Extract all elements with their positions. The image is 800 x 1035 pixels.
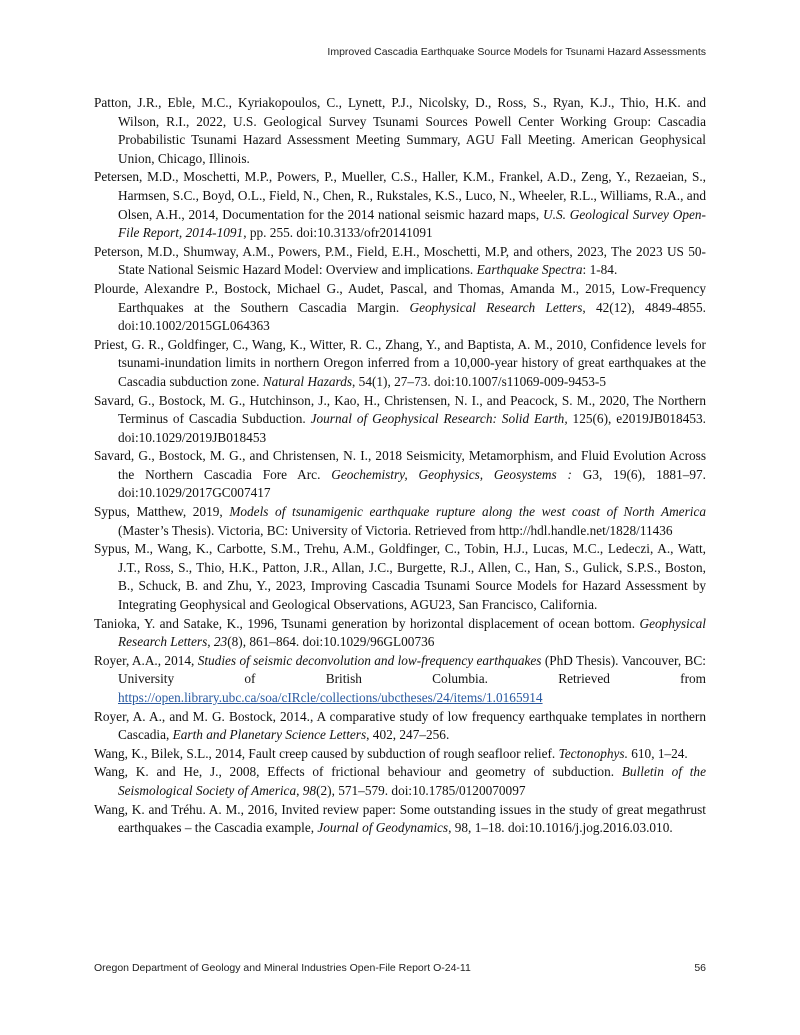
reference-text: (8), 861–864. doi:10.1029/96GL00736 bbox=[227, 634, 435, 650]
reference-text: Royer, A. A., and M. G. Bostock, 2014., A comparative study of low frequency earthquake templates in northern Cascadia, bbox=[94, 708, 706, 743]
reference-text: Priest, G. R., Goldfinger, C., Wang, K., Witter, R. C., Zhang, Y., and Baptista, A. M., 2010, Confidence levels for tsunami-inundation limits in northern Oregon inferred from a 10,000-year history of great earthquakes at the Cascadia subduction zone. bbox=[94, 336, 706, 389]
reference-text: Petersen, M.D., Moschetti, M.P., Powers, P., Mueller, C.S., Haller, K.M., Frankel, A.D., Zeng, Y., Rezaeian, S., Harmsen, S.C., Boyd, O.L., Field, N., Chen, R., Rukstales, K.S., Luco, N., Wheeler, R.L., Williams, R.A., and Olsen, A.H., 2014, Documentation for the 2014 national seismic hazard maps, bbox=[94, 169, 706, 222]
reference-italic-title: Geochemistry, Geophysics, Geosystems : bbox=[331, 466, 572, 482]
reference-italic-title: Models of tsunamigenic earthquake rupture along the west coast of North America bbox=[229, 504, 706, 520]
reference-entry bbox=[94, 540, 706, 614]
reference-entry bbox=[94, 336, 706, 392]
reference-text: , bbox=[207, 634, 214, 650]
reference-italic-title: U.S. Geological Survey Open-File Report, 2014-1091 bbox=[118, 206, 706, 241]
reference-list bbox=[94, 94, 706, 838]
reference-italic-title: Geophysical Research Letters bbox=[409, 299, 583, 315]
reference-italic-title: Bulletin of the Seismological Society of America bbox=[118, 764, 706, 798]
reference-text: Savard, G., Bostock, M. G., and Christensen, N. I., 2018 Seismicity, Metamorphism, and Fluid Evolution Across the Northern Cascadia Fore Arc. bbox=[94, 448, 706, 482]
reference-text: (PhD Thesis). Vancouver, BC: University of British Columbia. Retrieved from bbox=[118, 652, 706, 687]
reference-text: , 42(12), 4849-4855. doi:10.1002/2015GL064363 bbox=[118, 299, 706, 334]
reference-entry bbox=[94, 763, 706, 800]
reference-italic-title: Geophysical Research Letters bbox=[118, 615, 706, 650]
reference-italic-title: 98 bbox=[302, 782, 317, 798]
footer-report-title: Oregon Department of Geology and Mineral Industries Open-File Report O-24-11 bbox=[94, 962, 471, 974]
reference-italic-title: Earthquake Spectra bbox=[476, 262, 583, 278]
reference-entry bbox=[94, 447, 706, 503]
reference-text: 610, 1–24. bbox=[627, 745, 688, 761]
footer-page-number: 56 bbox=[694, 962, 706, 974]
reference-link[interactable]: https://open.library.ubc.ca/soa/cIRcle/collections/ubctheses/24/items/1.0165914 bbox=[118, 690, 543, 705]
reference-text: 125(6), e2019JB018453. doi:10.1029/2019JB018453 bbox=[118, 411, 706, 445]
reference-entry bbox=[94, 392, 706, 448]
running-header: Improved Cascadia Earthquake Source Models for Tsunami Hazard Assessments bbox=[327, 46, 706, 58]
reference-italic-title: Studies of seismic deconvolution and low-frequency earthquakes bbox=[197, 652, 542, 668]
reference-text: Wang, K. and He, J., 2008, Effects of frictional behaviour and geometry of subduction. bbox=[94, 764, 622, 780]
reference-italic-title: 23 bbox=[213, 634, 228, 650]
reference-text: Patton, J.R., Eble, M.C., Kyriakopoulos, C., Lynett, P.J., Nicolsky, D., Ross, S., Ryan, K.J., Thio, H.K. and Wilson, R.I., 2022, U.S. Geological Survey Tsunami Sources Powell Center Working Group: Cascadia Probabilistic Tsunami Hazard Assessment Meeting Summary, AGU Fall Meeting. American Geophysical Union, Chicago, Illinois. bbox=[94, 95, 706, 166]
reference-entry bbox=[94, 243, 706, 280]
reference-text: Savard, G., Bostock, M. G., Hutchinson, J., Kao, H., Christensen, N. I., and Peacock, S. M., 2020, The Northern Terminus of Cascadia Subduction. bbox=[94, 392, 706, 427]
reference-text: : 1-84. bbox=[582, 262, 618, 278]
reference-italic-title: Journal of Geodynamics bbox=[317, 820, 449, 836]
reference-entry bbox=[94, 615, 706, 652]
reference-text: Wang, K. and Tréhu. A. M., 2016, Invited review paper: Some outstanding issues in the study of great megathrust earthquakes – the Cascadia example, bbox=[94, 801, 706, 836]
reference-entry bbox=[94, 280, 706, 336]
reference-text: Peterson, M.D., Shumway, A.M., Powers, P.M., Field, E.H., Moschetti, M.P, and others, 2023, The 2023 US 50-State National Seismic Hazard Model: Overview and implications. bbox=[94, 243, 706, 278]
reference-text: , 98, 1–18. doi:10.1016/j.jog.2016.03.010. bbox=[448, 820, 673, 836]
reference-text: , bbox=[296, 782, 303, 798]
reference-italic-title: Tectonophys. bbox=[558, 745, 628, 761]
reference-text: (2), 571–579. doi:10.1785/0120070097 bbox=[316, 782, 526, 798]
reference-entry bbox=[94, 652, 706, 708]
reference-text: G3, 19(6), 1881–97. doi:10.1029/2017GC007417 bbox=[118, 466, 706, 501]
reference-entry bbox=[94, 708, 706, 745]
reference-text: , 402, 247–256. bbox=[366, 727, 450, 743]
reference-entry bbox=[94, 94, 706, 168]
reference-text: , pp. 255. doi:10.3133/ofr20141091 bbox=[243, 225, 433, 241]
reference-entry bbox=[94, 801, 706, 838]
reference-text: Sypus, M., Wang, K., Carbotte, S.M., Trehu, A.M., Goldfinger, C., Tobin, H.J., Lucas, M.C., Ledeczi, A., Watt, J.T., Ross, S., Thio, H.K., Patton, J.R., Allan, J.C., Burgette, R.J., Allen, C., Han, S., Gulick, S.P.S., Boston, B., Schuck, B. and Zhu, Y., 2023, Improving Cascadia Tsunami Source Models for Hazard Assessment by Integrating Geophysical and Geological Observations, AGU23, San Francisco, California. bbox=[94, 541, 706, 613]
reference-text: Sypus, Matthew, 2019, bbox=[94, 504, 230, 520]
reference-text: Tanioka, Y. and Satake, K., 1996, Tsunami generation by horizontal displacement of ocean bottom. bbox=[94, 615, 640, 631]
reference-text: Plourde, Alexandre P., Bostock, Michael G., Audet, Pascal, and Thomas, Amanda M., 2015, Low-Frequency Earthquakes at the Southern Cascadia Margin. bbox=[94, 280, 706, 315]
reference-text: (Master’s Thesis). Victoria, BC: University of Victoria. Retrieved from http://hdl.handle.net/1828/11436 bbox=[118, 522, 673, 538]
reference-entry bbox=[94, 503, 706, 540]
reference-italic-title: Natural Hazards bbox=[262, 373, 353, 389]
reference-italic-title: Earth and Planetary Science Letters bbox=[172, 727, 367, 743]
reference-text: Wang, K., Bilek, S.L., 2014, Fault creep caused by subduction of rough seafloor relief. bbox=[94, 745, 559, 761]
reference-entry bbox=[94, 168, 706, 242]
reference-text: , 54(1), 27–73. doi:10.1007/s11069-009-9453-5 bbox=[352, 373, 607, 389]
reference-text: Royer, A.A., 2014, bbox=[94, 652, 198, 668]
reference-italic-title: Journal of Geophysical Research: Solid Earth, bbox=[310, 411, 568, 427]
reference-entry bbox=[94, 745, 706, 764]
